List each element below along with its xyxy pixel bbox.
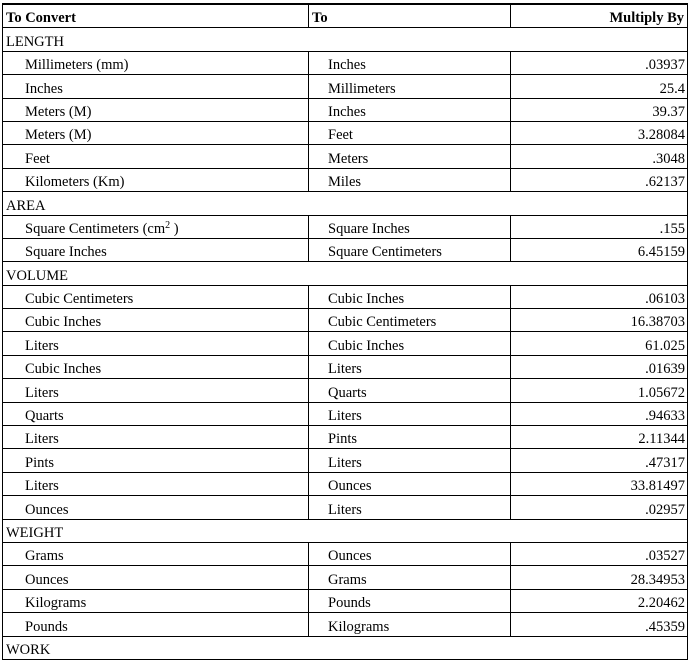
cell-to: Pounds [309,589,511,612]
from-unit-suffix: ) [170,220,179,237]
cell-multiply-by: .03937 [511,51,688,74]
from-unit-text: Cubic Inches [25,361,102,378]
from-unit-text: Ounces [25,501,69,518]
cell-multiply-by: 39.37 [511,98,688,121]
table-row [3,613,688,636]
cell-to: Miles [309,168,511,191]
section-row [3,192,688,215]
cell-multiply-by: .3048 [511,145,688,168]
cell-multiply-by: .62137 [511,168,688,191]
cell-to: Cubic Centimeters [309,309,511,332]
cell-multiply-by: .03527 [511,542,688,565]
header-to: To [309,4,511,28]
cell-to-convert [3,589,309,612]
cell-to-convert [3,309,309,332]
cell-to-convert [3,613,309,636]
cell-multiply-by: .06103 [511,285,688,308]
cell-to: Liters [309,402,511,425]
from-unit-text: Kilometers (Km) [25,174,125,191]
cell-multiply-by: .45359 [511,613,688,636]
cell-to: Kilograms [309,613,511,636]
cell-multiply-by: .02957 [511,496,688,519]
cell-to-convert [3,51,309,74]
cell-to-convert [3,121,309,144]
table-row [3,121,688,144]
from-unit-text: Meters (M) [25,127,92,144]
table-row [3,449,688,472]
table-row [3,566,688,589]
cell-multiply-by: 28.34953 [511,566,688,589]
section-title: LENGTH [3,28,688,51]
cell-to: Inches [309,51,511,74]
cell-to-convert [3,449,309,472]
section-title: WEIGHT [3,519,688,542]
cell-multiply-by: .155 [511,215,688,238]
from-unit-text: Grams [25,548,64,565]
cell-to-convert [3,75,309,98]
table-row [3,215,688,238]
cell-multiply-by: 1.05672 [511,379,688,402]
from-unit-text: Square Centimeters (cm [25,220,166,237]
cell-to: Cubic Inches [309,285,511,308]
table-row [3,168,688,191]
table-row [3,496,688,519]
cell-to-convert [3,496,309,519]
section-row [3,636,688,659]
cell-to-convert [3,355,309,378]
cell-to-convert [3,145,309,168]
cell-to: Millimeters [309,75,511,98]
from-unit-text: Cubic Centimeters [25,291,134,308]
table-row [3,285,688,308]
header-multiply-by: Multiply By [511,4,688,28]
cell-multiply-by: .47317 [511,449,688,472]
from-unit-superscript: 2 [165,219,171,231]
from-unit-text: Ounces [25,571,69,588]
cell-to: Grams [309,566,511,589]
cell-multiply-by: 6.45159 [511,238,688,261]
table-row [3,542,688,565]
from-unit-text: Millimeters (mm) [25,57,129,74]
cell-to: Liters [309,496,511,519]
section-row [3,519,688,542]
section-row [3,28,688,51]
from-unit-text: Pounds [25,618,68,635]
header-to-convert: To Convert [3,4,309,28]
table-row [3,51,688,74]
cell-multiply-by: 25.4 [511,75,688,98]
cell-to-convert [3,379,309,402]
cell-to: Cubic Inches [309,332,511,355]
from-unit-text: Cubic Inches [25,314,102,331]
table-row [3,98,688,121]
cell-to-convert [3,542,309,565]
from-unit-text: Square Inches [25,244,107,261]
section-title: AREA [3,192,688,215]
cell-to: Quarts [309,379,511,402]
cell-to-convert [3,238,309,261]
cell-to: Inches [309,98,511,121]
cell-multiply-by: 2.11344 [511,426,688,449]
cell-to: Meters [309,145,511,168]
from-unit-text: Pints [25,454,55,471]
cell-multiply-by: .94633 [511,402,688,425]
cell-to-convert [3,168,309,191]
cell-to-convert [3,566,309,589]
table-row [3,472,688,495]
from-unit-text: Liters [25,478,59,495]
table-row [3,238,688,261]
cell-to: Square Centimeters [309,238,511,261]
cell-to-convert [3,215,309,238]
table-row [3,426,688,449]
from-unit-text: Quarts [25,408,64,425]
cell-to: Liters [309,449,511,472]
table-row [3,332,688,355]
cell-multiply-by: 33.81497 [511,472,688,495]
table-row [3,145,688,168]
from-unit-text: Kilograms [25,595,87,612]
cell-to-convert [3,98,309,121]
cell-multiply-by: 61.025 [511,332,688,355]
section-title: VOLUME [3,262,688,285]
header-row [3,4,688,28]
from-unit-text: Meters (M) [25,103,92,120]
cell-to-convert [3,332,309,355]
cell-to-convert [3,472,309,495]
cell-to-convert [3,426,309,449]
cell-multiply-by: .01639 [511,355,688,378]
cell-to: Ounces [309,542,511,565]
from-unit-text: Liters [25,431,59,448]
cell-to: Feet [309,121,511,144]
cell-to: Pints [309,426,511,449]
from-unit-text: Liters [25,337,59,354]
table-row [3,402,688,425]
cell-to-convert [3,402,309,425]
table-row [3,75,688,98]
cell-to: Liters [309,355,511,378]
section-title: WORK [3,636,688,659]
from-unit-text: Inches [25,80,63,97]
table-row [3,355,688,378]
table-row [3,309,688,332]
cell-to: Ounces [309,472,511,495]
from-unit-text: Feet [25,150,50,167]
cell-to: Square Inches [309,215,511,238]
table-body [3,28,688,660]
cell-to-convert [3,285,309,308]
cell-multiply-by: 3.28084 [511,121,688,144]
conversion-table [2,3,688,660]
cell-multiply-by: 16.38703 [511,309,688,332]
from-unit-text: Liters [25,384,59,401]
section-row [3,262,688,285]
table-row [3,379,688,402]
cell-multiply-by: 2.20462 [511,589,688,612]
table-row [3,589,688,612]
